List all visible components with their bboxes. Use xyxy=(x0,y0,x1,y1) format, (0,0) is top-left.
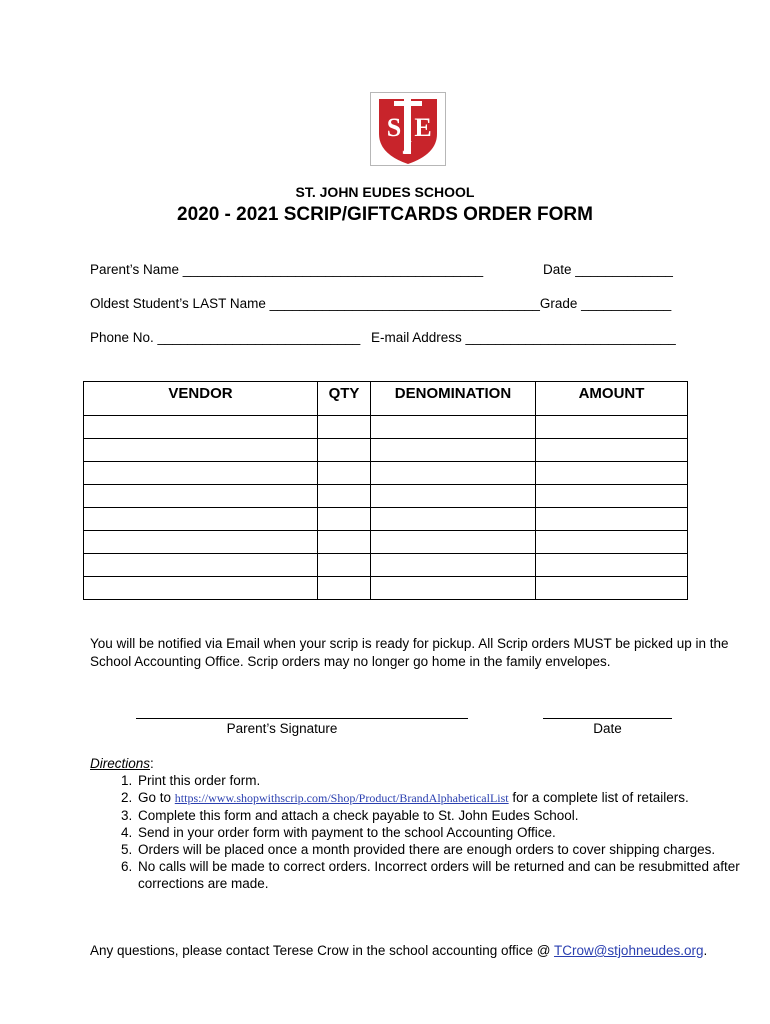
denomination-cell[interactable] xyxy=(371,462,536,485)
vendor-cell[interactable] xyxy=(84,508,318,531)
vendor-cell[interactable] xyxy=(84,439,318,462)
amount-header: AMOUNT xyxy=(536,382,688,416)
contact-line xyxy=(90,943,750,958)
vendor-cell[interactable] xyxy=(84,554,318,577)
table-row xyxy=(84,485,688,508)
amount-cell[interactable] xyxy=(536,508,688,531)
vendor-cell[interactable] xyxy=(84,485,318,508)
phone-field[interactable]: Phone No. ___________________________ xyxy=(90,330,361,345)
amount-cell[interactable] xyxy=(536,577,688,600)
amount-cell[interactable] xyxy=(536,416,688,439)
shopwithscrip-link[interactable]: https://www.shopwithscrip.com/Shop/Product/BrandAlphabeticalList xyxy=(174,791,509,805)
denomination-cell[interactable] xyxy=(371,531,536,554)
direction-item xyxy=(136,789,740,807)
signature-date-line[interactable] xyxy=(543,718,672,719)
form-title: 2020 - 2021 SCRIP/GIFTCARDS ORDER FORM xyxy=(177,204,593,225)
parent-signature-label: Parent’s Signature xyxy=(226,721,338,736)
directions-heading-colon: : xyxy=(150,756,154,771)
table-row xyxy=(84,416,688,439)
school-name: ST. JOHN EUDES SCHOOL xyxy=(295,184,475,200)
vendor-cell[interactable] xyxy=(84,577,318,600)
qty-cell[interactable] xyxy=(318,439,371,462)
vendor-cell[interactable] xyxy=(84,531,318,554)
denomination-header: DENOMINATION xyxy=(371,382,536,416)
denomination-cell[interactable] xyxy=(371,416,536,439)
qty-header: QTY xyxy=(318,382,371,416)
crest-letter-e: E xyxy=(414,113,432,142)
table-row xyxy=(84,554,688,577)
vendor-cell[interactable] xyxy=(84,416,318,439)
direction-item: 1. Print this order form. xyxy=(136,772,740,789)
crest-letter-j: J xyxy=(402,137,412,159)
crest-cross-horizontal xyxy=(394,101,422,106)
direction-item: 6. No calls will be made to correct orders. Incorrect orders will be returned and can be resubmitted after corrections are made. xyxy=(136,858,740,892)
amount-cell[interactable] xyxy=(536,485,688,508)
oldest-student-grade-field[interactable]: Oldest Student’s LAST Name ____________________________________Grade ____________ xyxy=(90,296,672,311)
contact-text: Any questions, please contact Terese Crow in the school accounting office @ xyxy=(90,943,554,958)
table-row xyxy=(84,508,688,531)
qty-cell[interactable] xyxy=(318,554,371,577)
amount-cell[interactable] xyxy=(536,531,688,554)
amount-cell[interactable] xyxy=(536,462,688,485)
crest-letter-s: S xyxy=(386,113,402,142)
amount-cell[interactable] xyxy=(536,439,688,462)
signature-date-label: Date xyxy=(593,721,622,736)
denomination-cell[interactable] xyxy=(371,508,536,531)
qty-cell[interactable] xyxy=(318,508,371,531)
directions-heading: Directions xyxy=(90,756,151,771)
vendor-cell[interactable] xyxy=(84,462,318,485)
contact-email-link[interactable]: TCrow@stjohneudes.org xyxy=(553,943,704,958)
pickup-notice: You will be notified via Email when your scrip is ready for pickup. All Scrip orders MUST be picked up in the School Accounting Office. Scrip orders may no longer go home in the family envelopes. xyxy=(90,636,729,669)
direction-text: Go to xyxy=(138,790,175,805)
directions xyxy=(90,755,740,892)
vendor-header: VENDOR xyxy=(84,382,318,416)
qty-cell[interactable] xyxy=(318,531,371,554)
date-field[interactable]: Date _____________ xyxy=(543,262,673,277)
parent-signature-line[interactable] xyxy=(136,718,468,719)
school-crest xyxy=(370,92,446,166)
table-header-row xyxy=(84,382,688,416)
table-row xyxy=(84,439,688,462)
denomination-cell[interactable] xyxy=(371,554,536,577)
denomination-cell[interactable] xyxy=(371,577,536,600)
directions-list xyxy=(90,772,740,892)
table-row xyxy=(84,462,688,485)
qty-cell[interactable] xyxy=(318,462,371,485)
direction-item: 4. Send in your order form with payment to the school Accounting Office. xyxy=(136,824,740,841)
contact-period: . xyxy=(703,943,708,958)
table-row xyxy=(84,531,688,554)
qty-cell[interactable] xyxy=(318,416,371,439)
direction-text: for a complete list of retailers. xyxy=(508,790,689,805)
qty-cell[interactable] xyxy=(318,485,371,508)
denomination-cell[interactable] xyxy=(371,439,536,462)
denomination-cell[interactable] xyxy=(371,485,536,508)
direction-item: 5. Orders will be placed once a month provided there are enough orders to cover shipping charges. xyxy=(136,841,740,858)
parents-name-field[interactable]: Parent’s Name ________________________________________ xyxy=(90,262,484,277)
order-table xyxy=(83,381,688,600)
email-field[interactable]: E-mail Address ____________________________ xyxy=(371,330,676,345)
qty-cell[interactable] xyxy=(318,577,371,600)
directions-title xyxy=(90,755,740,772)
school-logo xyxy=(370,92,446,166)
amount-cell[interactable] xyxy=(536,554,688,577)
direction-item: 3. Complete this form and attach a check payable to St. John Eudes School. xyxy=(136,807,740,824)
table-row xyxy=(84,577,688,600)
